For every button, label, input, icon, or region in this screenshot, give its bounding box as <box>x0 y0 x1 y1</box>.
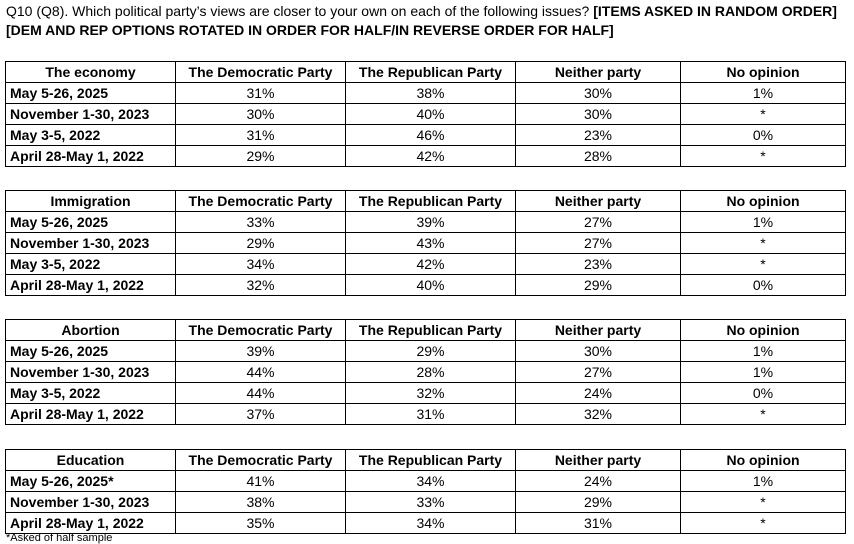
table-header-row <box>6 450 846 471</box>
percentage-cell: 31% <box>176 125 346 146</box>
table-row <box>6 513 846 534</box>
column-header: Neither party <box>516 62 681 83</box>
percentage-cell: 30% <box>516 83 681 104</box>
percentage-cell: 32% <box>176 275 346 296</box>
column-header: The Democratic Party <box>176 191 346 212</box>
percentage-cell: 44% <box>176 362 346 383</box>
issue-topic: The economy <box>6 62 176 83</box>
percentage-cell: 42% <box>346 254 516 275</box>
percentage-cell: 31% <box>516 513 681 534</box>
footnote: *Asked of half sample <box>6 532 113 544</box>
survey-date: May 5-26, 2025 <box>6 83 176 104</box>
percentage-cell: 1% <box>681 212 846 233</box>
table-row <box>6 104 846 125</box>
survey-date: November 1-30, 2023 <box>6 492 176 513</box>
question-instructions: [ITEMS ASKED IN RANDOM ORDER] [DEM AND REP OPTIONS ROTATED IN ORDER FOR HALF/IN REVERSE ORDER FOR HALF] <box>6 3 837 38</box>
percentage-cell: 27% <box>516 362 681 383</box>
column-header: The Democratic Party <box>176 62 346 83</box>
table-row <box>6 254 846 275</box>
percentage-cell: 0% <box>681 383 846 404</box>
table-row <box>6 233 846 254</box>
percentage-cell: * <box>681 146 846 167</box>
percentage-cell: 27% <box>516 233 681 254</box>
percentage-cell: * <box>681 513 846 534</box>
percentage-cell: 30% <box>516 104 681 125</box>
column-header: The Republican Party <box>346 320 516 341</box>
percentage-cell: 30% <box>176 104 346 125</box>
survey-date: May 5-26, 2025* <box>6 471 176 492</box>
percentage-cell: 28% <box>346 362 516 383</box>
percentage-cell: 38% <box>176 492 346 513</box>
percentage-cell: 32% <box>346 383 516 404</box>
issue-topic: Abortion <box>6 320 176 341</box>
table-row <box>6 83 846 104</box>
percentage-cell: * <box>681 492 846 513</box>
survey-date: November 1-30, 2023 <box>6 104 176 125</box>
question-text <box>6 2 846 40</box>
percentage-cell: 33% <box>346 492 516 513</box>
issue-topic: Education <box>6 450 176 471</box>
column-header: The Republican Party <box>346 450 516 471</box>
percentage-cell: 0% <box>681 275 846 296</box>
percentage-cell: 27% <box>516 212 681 233</box>
table-header-row <box>6 62 846 83</box>
percentage-cell: 29% <box>516 275 681 296</box>
issue-table <box>5 319 846 425</box>
percentage-cell: 31% <box>176 83 346 104</box>
issue-table <box>5 190 846 296</box>
column-header: No opinion <box>681 191 846 212</box>
survey-date: May 3-5, 2022 <box>6 125 176 146</box>
column-header: The Republican Party <box>346 62 516 83</box>
percentage-cell: 29% <box>176 233 346 254</box>
table-row <box>6 383 846 404</box>
column-header: No opinion <box>681 62 846 83</box>
percentage-cell: 1% <box>681 83 846 104</box>
percentage-cell: 23% <box>516 254 681 275</box>
column-header: Neither party <box>516 320 681 341</box>
survey-date: May 3-5, 2022 <box>6 254 176 275</box>
column-header: The Democratic Party <box>176 320 346 341</box>
percentage-cell: 42% <box>346 146 516 167</box>
percentage-cell: 24% <box>516 383 681 404</box>
survey-date: April 28-May 1, 2022 <box>6 404 176 425</box>
issue-table <box>5 61 846 167</box>
percentage-cell: 33% <box>176 212 346 233</box>
table-row <box>6 275 846 296</box>
percentage-cell: 28% <box>516 146 681 167</box>
table-row <box>6 471 846 492</box>
survey-date: April 28-May 1, 2022 <box>6 275 176 296</box>
percentage-cell: 29% <box>176 146 346 167</box>
table-row <box>6 404 846 425</box>
table-row <box>6 212 846 233</box>
table-header-row <box>6 320 846 341</box>
question-lead: Q10 (Q8). Which political party’s views are closer to your own on each of the following issues? <box>6 3 590 19</box>
column-header: No opinion <box>681 320 846 341</box>
survey-date: May 5-26, 2025 <box>6 212 176 233</box>
percentage-cell: 32% <box>516 404 681 425</box>
table-row <box>6 362 846 383</box>
percentage-cell: 43% <box>346 233 516 254</box>
percentage-cell: 24% <box>516 471 681 492</box>
percentage-cell: 40% <box>346 104 516 125</box>
percentage-cell: 35% <box>176 513 346 534</box>
table-row <box>6 341 846 362</box>
percentage-cell: 1% <box>681 341 846 362</box>
column-header: Neither party <box>516 191 681 212</box>
column-header: The Democratic Party <box>176 450 346 471</box>
column-header: The Republican Party <box>346 191 516 212</box>
percentage-cell: 31% <box>346 404 516 425</box>
percentage-cell: 29% <box>516 492 681 513</box>
percentage-cell: 39% <box>176 341 346 362</box>
percentage-cell: 23% <box>516 125 681 146</box>
percentage-cell: 34% <box>346 513 516 534</box>
percentage-cell: 38% <box>346 83 516 104</box>
survey-date: May 3-5, 2022 <box>6 383 176 404</box>
survey-date: May 5-26, 2025 <box>6 341 176 362</box>
percentage-cell: 34% <box>346 471 516 492</box>
percentage-cell: 44% <box>176 383 346 404</box>
percentage-cell: 37% <box>176 404 346 425</box>
table-row <box>6 492 846 513</box>
percentage-cell: * <box>681 254 846 275</box>
table-row <box>6 146 846 167</box>
survey-date: April 28-May 1, 2022 <box>6 513 176 534</box>
survey-date: November 1-30, 2023 <box>6 233 176 254</box>
percentage-cell: 0% <box>681 125 846 146</box>
percentage-cell: 39% <box>346 212 516 233</box>
table-header-row <box>6 191 846 212</box>
percentage-cell: 29% <box>346 341 516 362</box>
issue-table <box>5 449 846 534</box>
percentage-cell: * <box>681 104 846 125</box>
percentage-cell: 1% <box>681 471 846 492</box>
percentage-cell: 34% <box>176 254 346 275</box>
survey-date: November 1-30, 2023 <box>6 362 176 383</box>
issue-topic: Immigration <box>6 191 176 212</box>
percentage-cell: 1% <box>681 362 846 383</box>
percentage-cell: 46% <box>346 125 516 146</box>
column-header: No opinion <box>681 450 846 471</box>
survey-date: April 28-May 1, 2022 <box>6 146 176 167</box>
column-header: Neither party <box>516 450 681 471</box>
percentage-cell: 30% <box>516 341 681 362</box>
table-row <box>6 125 846 146</box>
percentage-cell: 41% <box>176 471 346 492</box>
percentage-cell: * <box>681 404 846 425</box>
percentage-cell: * <box>681 233 846 254</box>
percentage-cell: 40% <box>346 275 516 296</box>
